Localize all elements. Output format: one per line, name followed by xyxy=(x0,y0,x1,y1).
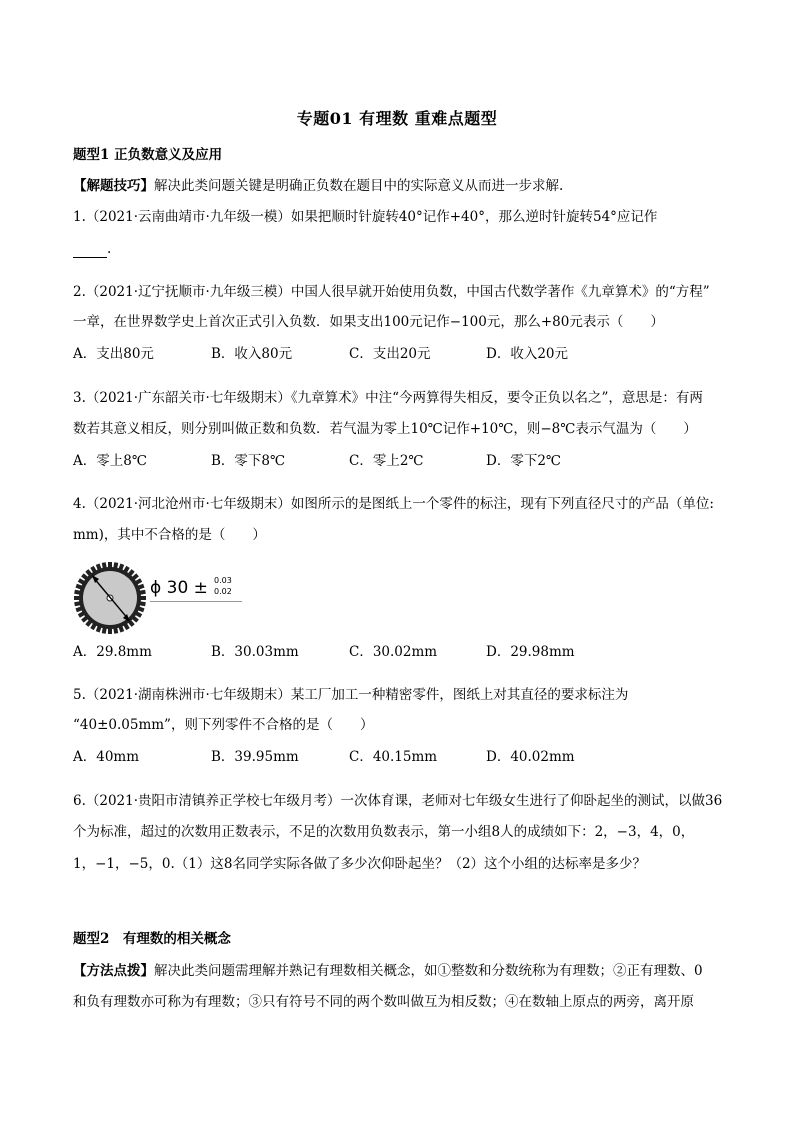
section2-tip-line2: 和负有理数亦可称为有理数；③只有符号不同的两个数叫做互为相反数；④在数轴上原点的两旁，离开原 xyxy=(73,994,694,1010)
section2-heading: 题型2 有理数的相关概念 xyxy=(73,931,231,947)
q4-option-c: C．30.02mm xyxy=(349,644,438,660)
nominal-value: 30 xyxy=(166,578,189,598)
q3-option-c: C．零上2℃ xyxy=(349,453,424,469)
section2-tip-text: 解决此类问题需理解并熟记有理数相关概念，如①整数和分数统称为有理数；②正有理数、0 xyxy=(154,963,703,979)
q4-line2: mm)，其中不合格的是（ ） xyxy=(73,527,266,543)
section1-heading: 题型1 正负数意义及应用 xyxy=(73,147,223,163)
gear-part-figure xyxy=(72,560,148,636)
q2-line2: 一章，在世界数学史上首次正式引入负数．如果支出100元记作−100元，那么+80元表示（ ） xyxy=(73,314,664,330)
q5-line2: “40±0.05mm”，则下列零件不合格的是（ ） xyxy=(73,717,374,733)
upper-tolerance: 0.03 xyxy=(214,576,232,585)
diameter-symbol: ϕ xyxy=(150,578,162,598)
section1-tip xyxy=(73,177,563,195)
q1-line2 xyxy=(73,240,111,258)
section1-tip-text: 解决此类问题关键是明确正负数在题目中的实际意义从而进一步求解. xyxy=(154,178,564,194)
q4-line1: 4.（2021·河北沧州市·七年级期末）如图所示的是图纸上一个零件的标注，现有下列直径尺寸的产品（单位: xyxy=(73,496,714,512)
q1-line2-text: . xyxy=(107,241,112,257)
q1-answer-blank xyxy=(73,243,107,258)
figure-underline xyxy=(150,601,242,602)
section2-tip-label: 【方法点拨】 xyxy=(73,963,154,979)
q2-option-d: D．收入20元 xyxy=(486,346,569,362)
q3-line1: 3.（2021·广东韶关市·七年级期末）《九章算术》中注“今两算得失相反，要令正负以名之”，意思是：有两 xyxy=(73,390,703,406)
plus-minus-sign: ± xyxy=(193,578,208,598)
q5-option-d: D．40.02mm xyxy=(486,749,575,765)
q2-option-a: A．支出80元 xyxy=(73,346,154,362)
q5-option-c: C．40.15mm xyxy=(349,749,438,765)
lower-tolerance: 0.02 xyxy=(214,587,232,596)
q5-line1: 5.（2021·湖南株洲市·七年级期末）某工厂加工一种精密零件，图纸上对其直径的要求标注为 xyxy=(73,687,629,703)
q6-line3: 1，−1，−5，0.（1）这8名同学实际各做了多少次仰卧起坐？（2）这个小组的达标率是多少？ xyxy=(73,856,647,872)
q1-line1: 1.（2021·云南曲靖市·九年级一模）如果把顺时针旋转40°记作+40°，那么逆时针旋转54°应记作 xyxy=(73,209,658,225)
q2-line1: 2.（2021·辽宁抚顺市·九年级三模）中国人很早就开始使用负数，中国古代数学著作《九章算术》的“方程” xyxy=(73,284,710,300)
page-title: 专题01 有理数 重难点题型 xyxy=(296,109,498,128)
section2-tip-line1 xyxy=(73,962,703,980)
q4-option-b: B．30.03mm xyxy=(211,644,299,660)
q3-option-d: D．零下2℃ xyxy=(486,453,562,469)
q3-line2: 数若其意义相反，则分别叫做正数和负数．若气温为零上10℃记作+10℃，则−8℃表示气温为（ ） xyxy=(73,421,697,437)
q4-option-a: A．29.8mm xyxy=(73,644,152,660)
q3-option-b: B．零下8℃ xyxy=(211,453,286,469)
q6-line1: 6.（2021·贵阳市清镇养正学校七年级月考）一次体育课，老师对七年级女生进行了仰卧起坐的测试，以做36 xyxy=(73,793,723,809)
q5-option-b: B．39.95mm xyxy=(211,749,299,765)
q5-option-a: A．40mm xyxy=(73,749,140,765)
q3-option-a: A．零上8℃ xyxy=(73,453,147,469)
q6-line2: 个为标准，超过的次数用正数表示，不足的次数用负数表示，第一小组8人的成绩如下：2，−3，4，0， xyxy=(73,824,695,840)
q2-option-c: C．支出20元 xyxy=(349,346,431,362)
section1-tip-label: 【解题技巧】 xyxy=(73,178,154,194)
tolerance-main xyxy=(150,578,208,598)
q2-option-b: B．收入80元 xyxy=(211,346,293,362)
q4-option-d: D．29.98mm xyxy=(486,644,575,660)
